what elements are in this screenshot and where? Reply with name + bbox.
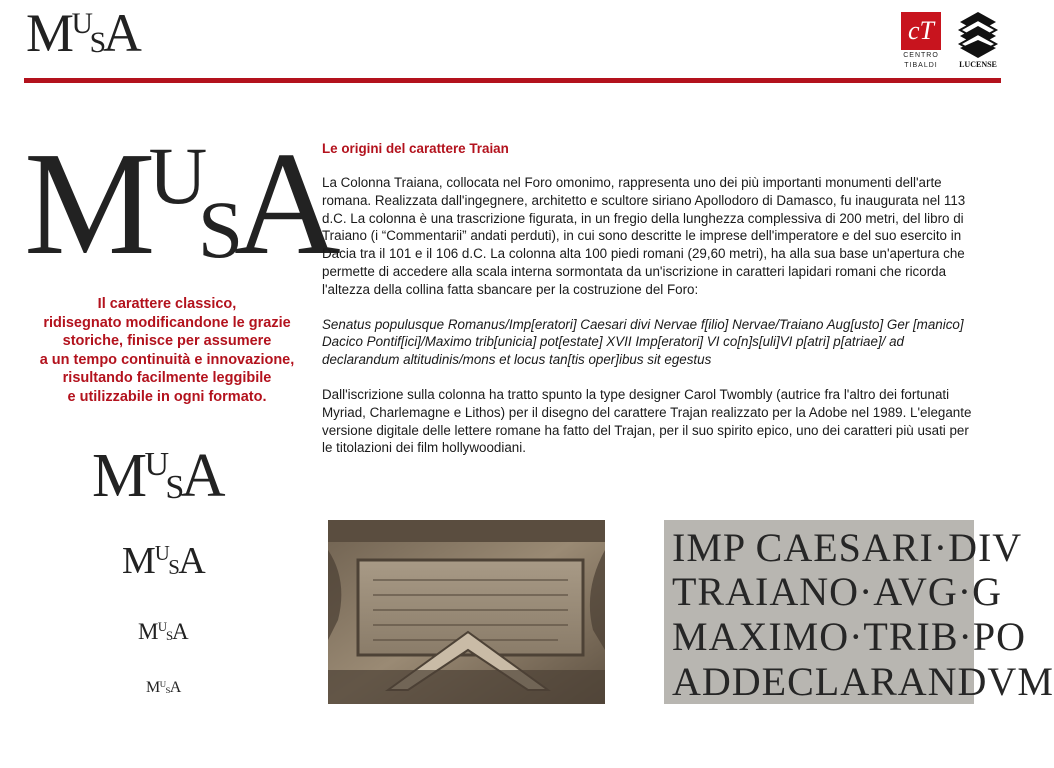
logo-letter-a: A bbox=[233, 122, 338, 286]
tagline-line: ridisegnato modificandone le grazie bbox=[43, 314, 291, 331]
logo-letter-u: U bbox=[71, 7, 92, 40]
logo-letter-a: A bbox=[180, 442, 225, 510]
logo-letter-a: A bbox=[102, 3, 141, 63]
logo-letter-s: S bbox=[197, 184, 241, 276]
musa-logo-large bbox=[24, 122, 338, 286]
logo-letter-u: U bbox=[159, 679, 167, 689]
tagline-line: e utilizzabile in ogni formato. bbox=[67, 388, 267, 405]
article-paragraph-2: Dall'iscrizione sulla colonna ha tratto spunto la type designer Carol Twombly (autrice fra l'altro dei fortunati Myriad, Charlemagne e Lithos) per il disegno del carattere Trajan realizzato per la Adobe nel 1989. L'elegante versione digitale delle lettere romane ha fatto del Trajan, per il suo spirito epico, uno dei caratteri più usati per le titolazioni dei film hollywoodiani. bbox=[322, 386, 972, 456]
logo-letter-s: S bbox=[165, 628, 173, 643]
logo-letter-u: U bbox=[148, 129, 205, 221]
lucense-logo bbox=[956, 12, 1000, 72]
logo-letter-a: A bbox=[178, 540, 206, 582]
tagline-line: Il carattere classico, bbox=[97, 296, 237, 312]
logo-letter-m: M bbox=[92, 442, 147, 510]
inscription-photo-line: IMP CAESARI·DIV bbox=[672, 525, 1023, 570]
musa-logo-sample-3 bbox=[138, 620, 189, 643]
article-paragraph-1: La Colonna Traiana, collocata nel Foro omonimo, rappresenta uno dei più importanti monumenti dell'arte romana. Realizzata dall'ingegnere, architetto e scultore siriano Apollodoro di Damasco, fu inaugurata nel 113 d.C. La colonna è una trascrizione figurata, in un fregio della lunghezza complessiva di 200 metri, del libro di Traiano (i “Commentarii” andati perduti), in cui sono descritte le imprese dell'imperatore e del suo esercito in Dacia tra il 101 e il 106 d.C. La colonna alta 100 piedi romani (29,60 metri), ha alla sua base un'apertura che permette di accedere alla scala interna sormontata da un'iscrizione in caratteri lapidari romani che ricorda l'altezza della collina fatta sbancare per la costruzione del Foro: bbox=[322, 175, 966, 297]
tagline-line: storiche, finisce per assumere bbox=[62, 333, 272, 349]
musa-logo-sample-2 bbox=[122, 542, 206, 580]
header-divider bbox=[24, 78, 1001, 83]
logo-letter-s: S bbox=[165, 684, 171, 695]
logo-letter-s: S bbox=[165, 468, 184, 506]
logo-letter-u: U bbox=[144, 445, 169, 483]
musa-logo-sample-4 bbox=[146, 680, 181, 696]
inscription-photo-line: TRAIANO·AVG·G bbox=[672, 569, 1003, 614]
article bbox=[322, 140, 982, 474]
logo-letter-m: M bbox=[122, 540, 156, 582]
logo-letter-a: A bbox=[172, 619, 189, 644]
inscription-photo-line: ADDECLARANDVM bbox=[672, 659, 1054, 704]
musa-logo-sample-1 bbox=[92, 442, 225, 510]
logo-letter-s: S bbox=[168, 555, 180, 580]
article-title: Le origini del carattere Traian bbox=[322, 141, 509, 156]
inscription-transcription: Senatus populusque Romanus/Imp[eratori] Caesari divi Nervae f[ilio] Nervae/Traiano Aug[usto] Ger [manico] Dacico Pontif[ici]/Maximo trib[unicia] pot[estate] XVII Imp[eratori] VI co[n]s[uli]VI p[atri] p[atriae]/ ad declarandum altitudinis/mons et locus tan[tis oper]ibus sit egestus bbox=[322, 316, 964, 368]
centro-tibaldi-mark: cT bbox=[901, 12, 941, 50]
tagline-line: risultando facilmente leggibile bbox=[62, 370, 272, 386]
logo-letter-m: M bbox=[24, 122, 153, 286]
logo-letter-a: A bbox=[169, 679, 182, 697]
centro-tibaldi-line1: CENTRO bbox=[903, 52, 939, 59]
logo-letter-m: M bbox=[138, 619, 159, 644]
inscription-photo-line: MAXIMO·TRIB·PO bbox=[672, 614, 1026, 659]
tagline-line: a un tempo continuità e innovazione, bbox=[39, 351, 295, 368]
centro-tibaldi-logo bbox=[898, 12, 944, 72]
logo-letter-m: M bbox=[26, 3, 74, 63]
logo-letter-u: U bbox=[154, 541, 170, 566]
column-base-illustration bbox=[328, 520, 605, 704]
logo-letter-m: M bbox=[146, 679, 161, 697]
lucense-emblem-icon bbox=[960, 12, 996, 58]
lucense-name: LUCENSE bbox=[959, 60, 997, 69]
column-base-photo bbox=[328, 520, 605, 704]
logo-letter-u: U bbox=[157, 620, 167, 635]
logo-letter-s: S bbox=[89, 27, 106, 60]
inscription-photo bbox=[664, 520, 1054, 704]
centro-tibaldi-line2: TIBALDI bbox=[904, 62, 938, 69]
musa-logo-header bbox=[26, 3, 141, 63]
tagline bbox=[22, 295, 312, 406]
